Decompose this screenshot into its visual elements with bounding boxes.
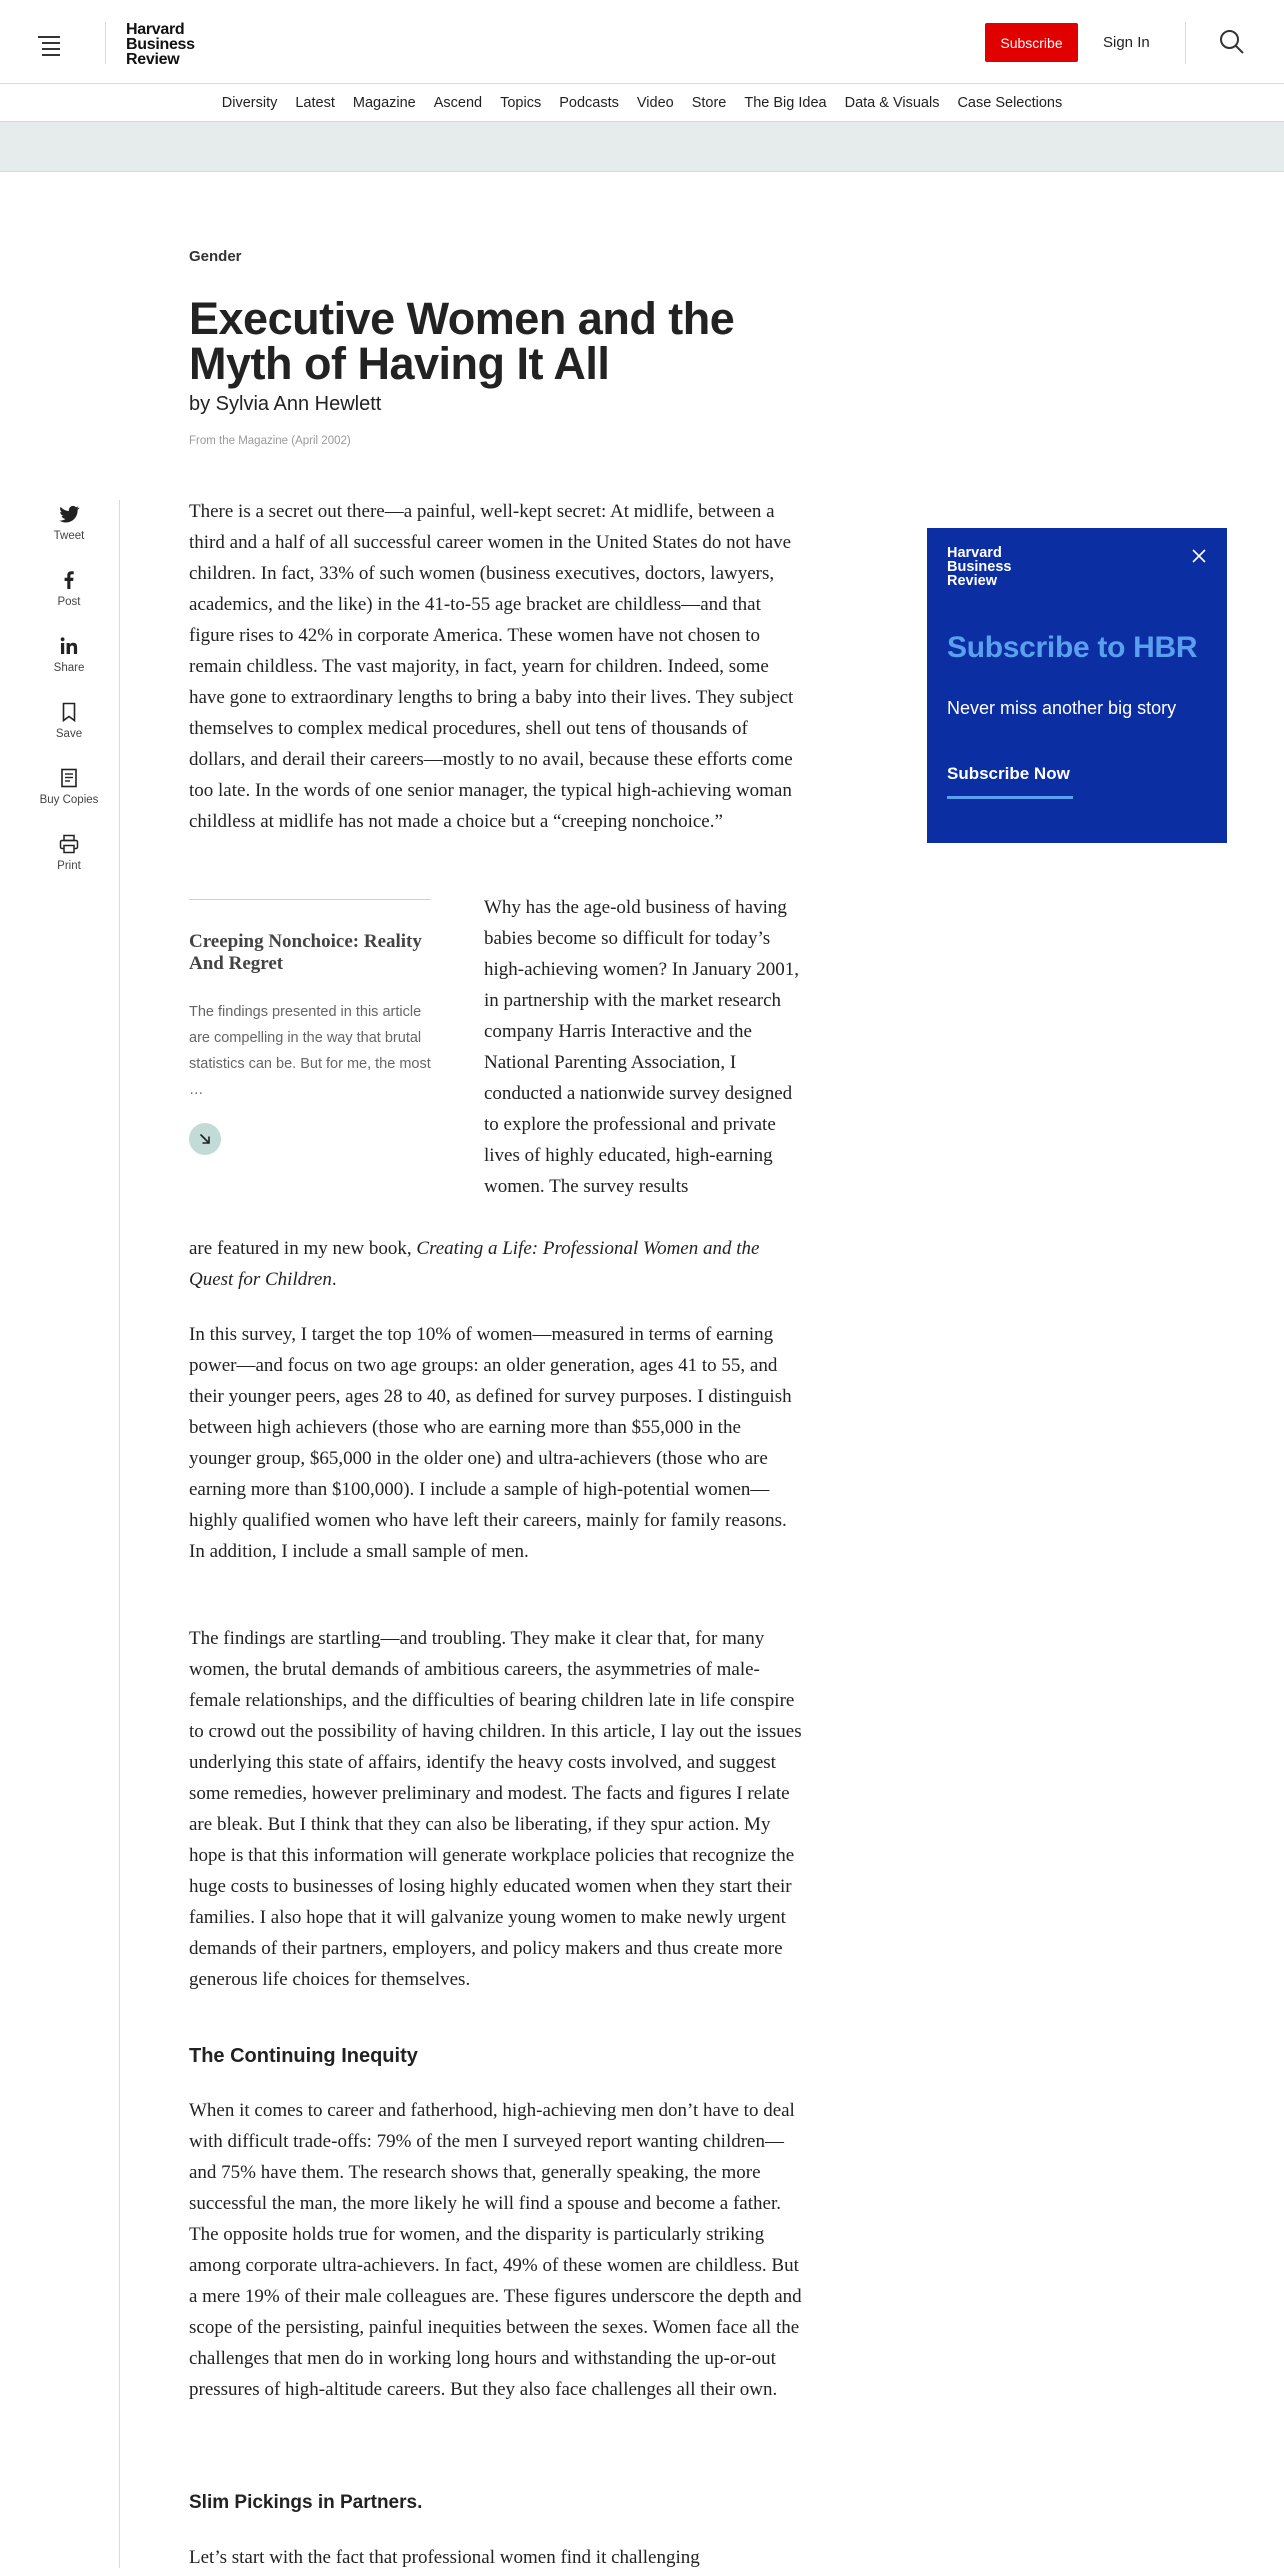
article-paragraph: Let’s start with the fact that professional women find it challenging: [189, 2547, 700, 2568]
sidebar-title[interactable]: Creeping Nonchoice: Reality And Regret: [189, 931, 422, 974]
related-sidebar: [189, 899, 431, 1155]
share-rail-divider: [119, 500, 120, 2568]
twitter-icon: [57, 502, 81, 526]
promo-title: Subscribe to HBR: [947, 631, 1198, 664]
sidebar-excerpt: The findings presented in this article are compelling in the way that brutal statistics can be. But for me, the most …: [189, 1004, 431, 1098]
tweet-label: Tweet: [53, 530, 85, 542]
ad-banner: [0, 122, 1284, 172]
menu-icon[interactable]: [38, 36, 64, 56]
linkedin-share-button[interactable]: [30, 634, 108, 674]
subscribe-promo: [927, 528, 1227, 843]
article-headline: Executive Women and the Myth of Having It All: [189, 293, 735, 389]
article-paragraph: When it comes to career and fatherhood, high-achieving men don’t have to deal with difficult trade-offs: 79% of the men I surveyed report wanting children—and 75% have them. The research shows that, generally speaking, the more successful the man, the more likely he will find a spouse and become a father. The opposite holds true for women, and the disparity is particularly striking among corporate ultra-achievers. In fact, 49% of these women are childless. But a mere 19% of their male colleagues are. These figures underscore the depth and scope of the persisting, painful inequities between the sexes. Women face all the challenges that men do in working long hours and withstanding the up-or-out pressures of high-altitude careers. But they also face challenges all their own.: [189, 2100, 802, 2400]
share-label: Share: [53, 662, 85, 674]
header-divider: [1185, 22, 1186, 64]
tweet-button[interactable]: [30, 502, 108, 542]
print-label: Print: [57, 860, 81, 872]
paragraph-text: are featured in my new book,: [189, 1238, 412, 1259]
buy-copies-button[interactable]: [30, 766, 108, 806]
nav-item-topics[interactable]: Topics: [500, 94, 542, 111]
hbr-logo[interactable]: Harvard Business Review: [126, 21, 195, 68]
arrow-down-right-icon: [198, 1132, 212, 1146]
nav-item-latest[interactable]: Latest: [295, 94, 335, 111]
close-icon[interactable]: [1191, 548, 1207, 564]
header-divider: [105, 22, 106, 64]
nav-item-magazine[interactable]: Magazine: [352, 94, 416, 111]
section-heading: The Continuing Inequity: [189, 2045, 418, 2067]
printer-icon: [57, 832, 81, 856]
book-title: Creating a Life: Professional Women and the Quest for Children: [189, 1238, 760, 1290]
linkedin-icon: [57, 634, 81, 658]
subscribe-now-link[interactable]: Subscribe Now: [947, 764, 1073, 799]
subsection-heading: Slim Pickings in Partners.: [189, 2492, 423, 2513]
article-paragraph-continued: [189, 1233, 804, 1295]
save-button[interactable]: [30, 700, 108, 740]
subscribe-button[interactable]: Subscribe: [985, 23, 1078, 62]
nav-item-data-visuals[interactable]: Data & Visuals: [844, 94, 940, 111]
sign-in-link[interactable]: Sign In: [1103, 34, 1150, 51]
topic-label[interactable]: Gender: [189, 248, 242, 265]
byline[interactable]: by Sylvia Ann Hewlett: [189, 393, 382, 415]
article-paragraph: In this survey, I target the top 10% of women—measured in terms of earning power—and focus on two age groups: an older generation, ages 41 to 55, and their younger peers, ages 28 to 40, as defined for survey purposes. I distinguish between high achievers (those who are earning more than $55,000 in the younger group, $65,000 in the older one) and ultra-achievers (those who are earning more than $100,000). I include a sample of high-potential women—highly qualified women who have left their careers, mainly for family reasons. In addition, I include a small sample of men.: [189, 1324, 792, 1562]
nav-item-ascend[interactable]: Ascend: [433, 94, 483, 111]
nav-item-podcasts[interactable]: Podcasts: [559, 94, 619, 111]
facebook-icon: [57, 568, 81, 592]
nav-item-diversity[interactable]: Diversity: [221, 94, 278, 111]
post-label: Post: [57, 596, 81, 608]
expand-sidebar-button[interactable]: [189, 1123, 221, 1155]
nav-item-big-idea[interactable]: The Big Idea: [744, 94, 827, 111]
article-paragraph: The findings are startling—and troubling. They make it clear that, for many women, the brutal demands of ambitious careers, the asymmetries of male-female relationships, and the difficulties of bearing children late in life conspire to crowd out the possibility of having children. In this article, I lay out the issues underlying this state of affairs, identify the heavy costs involved, and suggest some remedies, however preliminary and modest. The facts and figures I relate are bleak. But I think that they can also be liberating, if they spur action. My hope is that this information will generate workplace policies that recognize the huge costs to businesses of losing highly educated women when they start their families. I also hope that it will galvanize young women to make newly urgent demands of their partners, employers, and policy makers and thus create more generous life choices for themselves.: [189, 1628, 802, 1990]
document-icon: [57, 766, 81, 790]
paragraph-text: .: [331, 1269, 337, 1290]
primary-nav: [0, 84, 1284, 122]
issue-info[interactable]: From the Magazine (April 2002): [189, 435, 351, 447]
article-paragraph: Why has the age-old business of having babies become so difficult for today’s high-achieving women? In January 2001, in partnership with the market research company Harris Interactive and the National Parenting Association, I conducted a nationwide survey designed to explore the professional and private lives of highly educated, high-earning women. The survey results: [484, 897, 799, 1197]
save-label: Save: [55, 728, 83, 740]
site-header: [0, 0, 1284, 84]
article-paragraph: There is a secret out there—a painful, well-kept secret: At midlife, between a third and a half of all successful career women in the United States do not have children. In fact, 33% of such women (business executives, doctors, lawyers, academics, and the like) in the 41-to-55 age bracket are childless—and that figure rises to 42% in corporate America. These women have not chosen to remain childless. The vast majority, in fact, yearn for children. Indeed, some have gone to extraordinary lengths to bring a baby into their lives. They subject themselves to complex medical procedures, shell out tens of thousands of dollars, and derail their careers—mostly to no avail, because these efforts come too late. In the words of one senior manager, the typical high-achieving woman childless at midlife has not made a choice but a “creeping nonchoice.”: [189, 501, 794, 832]
facebook-post-button[interactable]: [30, 568, 108, 608]
nav-item-video[interactable]: Video: [636, 94, 674, 111]
print-button[interactable]: [30, 832, 108, 872]
promo-description: Never miss another big story: [947, 698, 1177, 718]
search-icon[interactable]: [1218, 28, 1246, 56]
bookmark-icon: [57, 700, 81, 724]
nav-item-case-selections[interactable]: Case Selections: [957, 94, 1063, 111]
promo-logo: Harvard Business Review: [947, 545, 1012, 589]
buy-copies-label: Buy Copies: [39, 794, 99, 806]
nav-item-store[interactable]: Store: [691, 94, 727, 111]
